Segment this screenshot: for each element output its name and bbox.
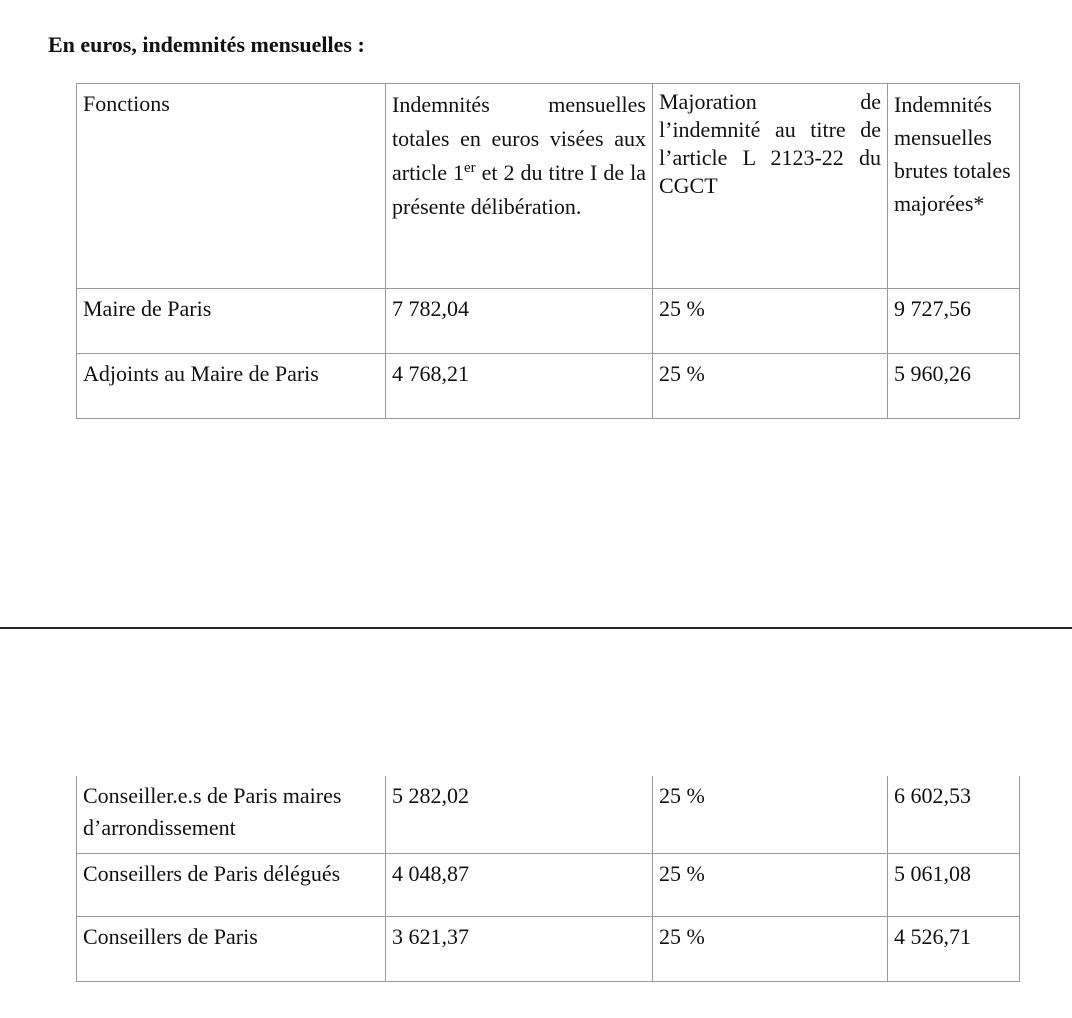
cell-indemnite: 5 282,02 (386, 776, 653, 853)
cell-indemnite: 7 782,04 (386, 289, 653, 354)
cell-fonction: Adjoints au Maire de Paris (77, 354, 386, 419)
table-row (77, 354, 1020, 419)
table-row (77, 853, 1020, 916)
header-indemnites-text-b: et 2 du titre I de la présente délibération. (392, 160, 646, 219)
cell-indemnite: 4 768,21 (386, 354, 653, 419)
cell-majoration: 25 % (653, 916, 888, 981)
cell-total: 9 727,56 (888, 289, 1020, 354)
header-fonctions: Fonctions (77, 84, 386, 289)
header-indemnites-sup: er (463, 160, 476, 176)
cell-majoration: 25 % (653, 354, 888, 419)
cell-total: 5 061,08 (888, 853, 1020, 916)
cell-fonction: Conseillers de Paris délégués (77, 853, 386, 916)
header-indemnites-totales (386, 84, 653, 289)
indemnities-table-continued (76, 776, 1020, 982)
cell-indemnite: 3 621,37 (386, 916, 653, 981)
cell-majoration: 25 % (653, 853, 888, 916)
table-row (77, 289, 1020, 354)
table-header-row (77, 84, 1020, 289)
cell-majoration: 25 % (653, 289, 888, 354)
header-indemnites-text-a: Indemnités mensuelles totales en euros visées aux article 1 (392, 92, 646, 185)
table-row (77, 916, 1020, 981)
header-indemnites-majorees: Indemnités mensuelles brutes totales majorées* (888, 84, 1020, 289)
cell-majoration: 25 % (653, 776, 888, 853)
cell-total: 6 602,53 (888, 776, 1020, 853)
cell-total: 5 960,26 (888, 354, 1020, 419)
indemnities-table-top (76, 83, 1020, 419)
page-break-divider (0, 627, 1072, 629)
cell-fonction: Conseillers de Paris (77, 916, 386, 981)
cell-indemnite: 4 048,87 (386, 853, 653, 916)
cell-fonction: Maire de Paris (77, 289, 386, 354)
page-heading: En euros, indemnités mensuelles : (48, 32, 365, 57)
header-majoration: Majoration de l’indemnité au titre de l’article L 2123-22 du CGCT (653, 84, 888, 289)
table-row (77, 776, 1020, 853)
cell-fonction: Conseiller.e.s de Paris maires d’arrondissement (77, 776, 386, 853)
cell-total: 4 526,71 (888, 916, 1020, 981)
